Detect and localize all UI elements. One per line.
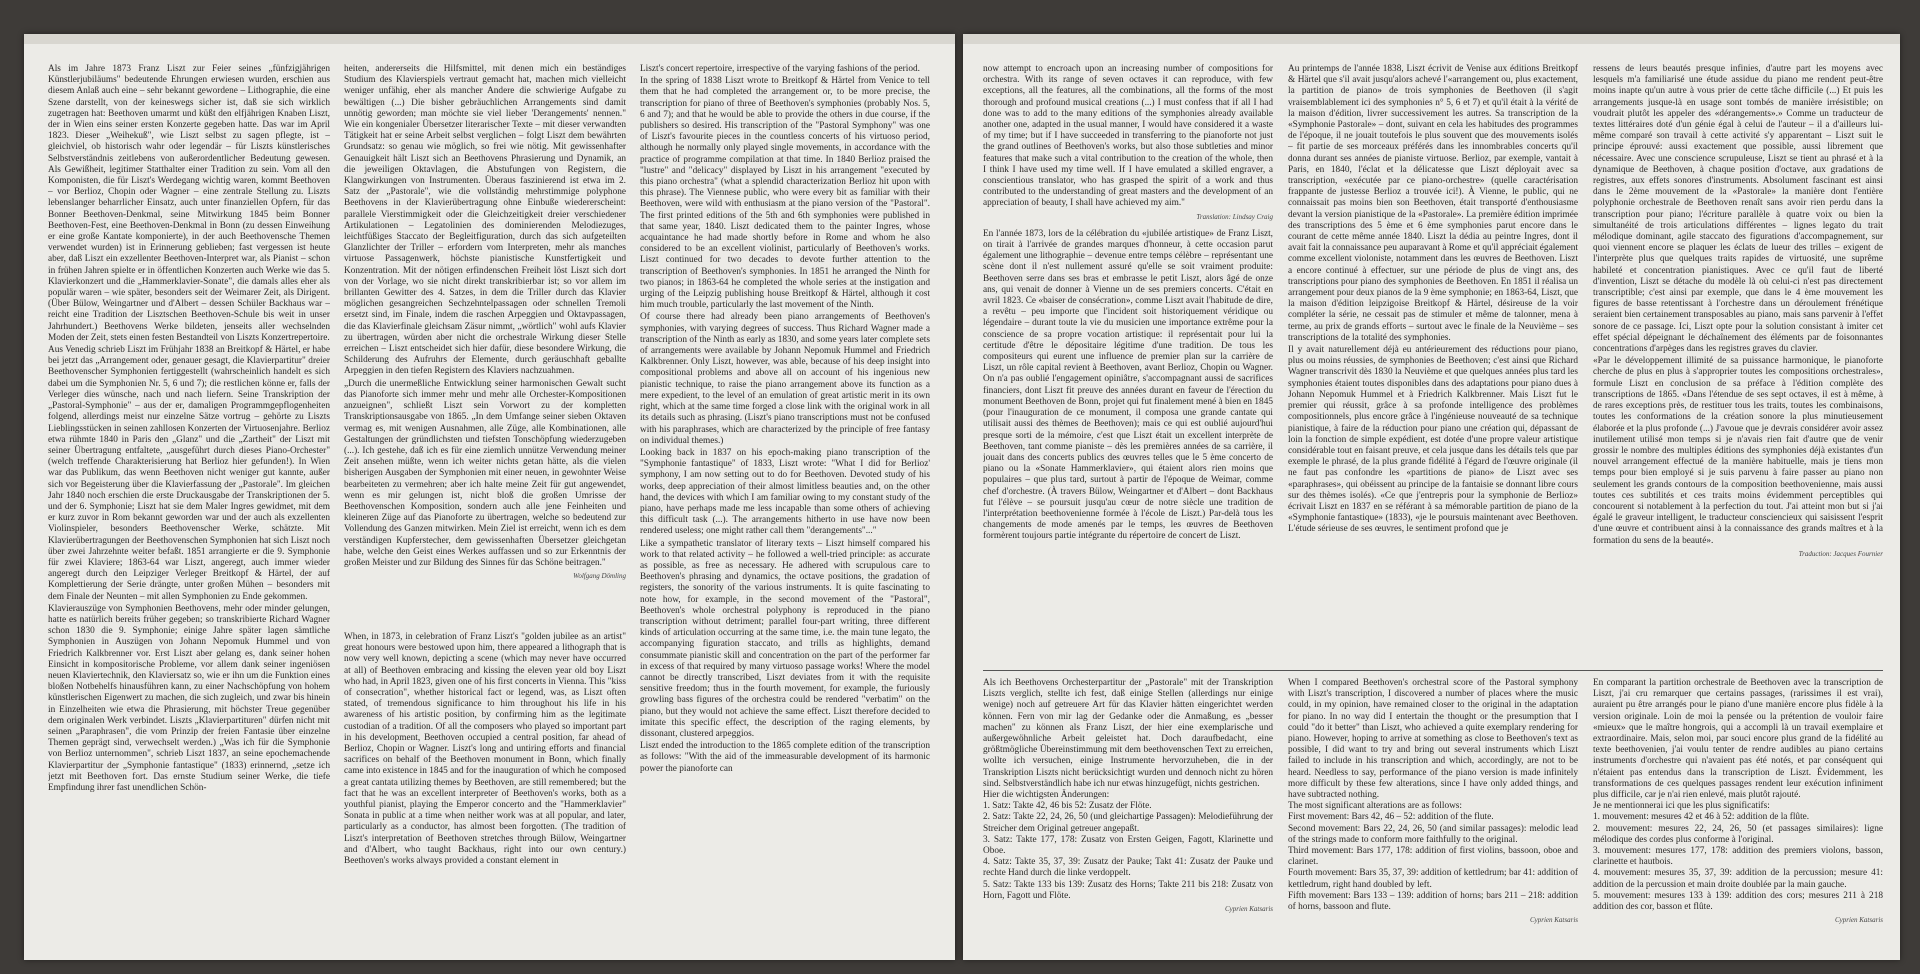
- french-paragraph: «Par le développement illimité de sa puissance harmonique, le pianoforte cherche de plus en plus à s'approprier toutes les compositions orchestrales», formule Liszt en conclusion de sa préface à l'édition complète des transcriptions de 1865. «Dans l'étendue de ses sept octaves, il est à même, à de rares exceptions près, de restituer tous les traits, toutes les combinaisons, toutes les conformations de la création sonore la plus minutieusement élaborée et la plus profonde (...) J'avoue que je devrais considérer avoir assez inutilement utilisé mon temps si je n'avais rien fait d'autre que de venir grossir le nombre des multiples éditions des symphonies déjà existantes d'un nouvel arrangement effectué de la manière habituelle, mais je tiens mon temps pour bien employé si je suis parvenu à faire passer au piano non seulement les grands contours de la composition beethovenienne, mais aussi toutes ces subtilités et ces traits moins évidemment perceptibles qui concourent si notablement à la perfection du tout. J'ai atteint mon but si j'ai égalé le graveur intelligent, le traducteur consciencieux qui saisissent l'esprit d'une œuvre et contribuent ainsi à la connaissance des grands maîtres et à la formation du sens de la beauté».: [1593, 356, 1883, 546]
- list-item: 4. mouvement: mesures 35, 37, 39: addition de la percussion; mesure 41: addition de la percussion et main droite doublée par la main gauche.: [1593, 868, 1883, 890]
- english-paragraph: In the spring of 1838 Liszt wrote to Breitkopf & Härtel from Venice to tell them that he had completed the arrangement or, to be more precise, the transcription for piano of three of Beethoven's symphonies (probably Nos. 5, 6 and 7); and that he would be able to provide the others in due course, if the publishers so desired. His transcription of the "Pastoral Symphony" was one of Liszt's favourite pieces in the countless concerts of his virtuoso period, although he normally only played single movements, in accordance with the practice of programme compilation at that time. In 1840 Berlioz praised the "lustre" and "delicacy" displayed by Liszt in his arrangement "executed by this piano orchestra" (what a splendid characterization Berlioz hit upon with this phrase). The Viennese public, who were every bit as familiar with their Beethoven, were wild with enthusiasm at the piano version of the "Pastoral". The first printed editions of the 5th and 6th symphonies were published in that same year, 1840. Liszt dedicated them to the painter Ingres, whose acquaintance he had made shortly before in Rome and whom he also considered to be an excellent violinist, particularly of Beethoven's works. Liszt continued for two decades to devote further attention to the transcription of Beethoven's symphonies. In 1851 he arranged the Ninth for two pianos; in 1863-64 he completed the whole series at the instigation and urging of the Leipzig publishing house Breitkopf & Härtel, although it cost him much trouble, particularly the last movement of the Ninth.: [640, 76, 930, 311]
- english-essay-column-3: [983, 64, 1273, 664]
- note-heading: Je ne mentionnerai ici que les plus significatifs:: [1593, 801, 1770, 812]
- list-item: Third movement: Bars 177, 178: addition of first violins, bassoon, oboe and clarinet.: [1288, 846, 1578, 868]
- list-item: 5. Satz: Takte 133 bis 139: Zusatz des Horns; Takte 211 bis 218: Zusatz von Horn, Fagott und Flöte.: [983, 879, 1273, 901]
- english-paragraph: When, in 1873, in celebration of Franz Liszt's "golden jubilee as an artist" great honours were bestowed upon him, there appeared a lithograph that is now very well known, depicting a scene (which may never have occurred at all) of Beethoven embracing and kissing the eleven year old boy Liszt who had, in April 1823, given one of his first concerts in Vienna. This "kiss of consecration", whether historical fact or legend, was, as Liszt often stated, of tremendous significance to him throughout his life in his awareness of his artistic position, by confirming him as the legitimate custodian of a tradition. Of all the composers who played so important part in his development, Beethoven occupied a central position, far ahead of Berlioz, Chopin or Wagner. Liszt's long and untiring efforts and financial sacrifices on behalf of the Beethoven monument in Bonn, which finally came into existence in 1845 and for the inauguration of which he composed a great cantata utilizing themes by Beethoven, are still remembered; but the fact that he was an excellent interpreter of Beethoven's works, both as a youthful pianist, playing the Emperor concerto and the "Hammerklavier" Sonata in public at a time when neither work was at all popular, and later, particularly as a conductor, has almost been forgotten. (The tradition of Liszt's interpretation of Beethoven stretches through Bülow, Weingartner and d'Albert, who taught Backhaus, right into our own century.) Beethoven's works always provided a constant element in: [344, 632, 626, 867]
- german-paragraph: Klavierauszüge von Symphonien Beethovens, mehr oder minder gelungen, hatte es natürlich bereits früher gegeben; so transkribierte Richard Wagner schon 1830 die 9. Symphonie; einige Jahre später lagen sämtliche Symphonien in Auszügen von Johann Nepomuk Hummel und von Friedrich Kalkbrenner vor. Erst Liszt aber gelang es, dank seiner hohen Einsicht in kompositorische Probleme, vor allem dank seiner ingeniösen neuen Klaviertechnik, den Klaviersatz so, wie er ihn um die Funktion eines bloßen Notbehelfs hinausführen kann, zu einer Nachschöpfung von hohem künstlerischen Eigenwert zu machen, die sich zugleich, und zwar bis hinein in Einzelheiten wie etwa die Phrasierung, mit höchster Treue gegenüber dem originalen Werk verbindet. Liszts „Klavierpartituren" dürfen nicht mit seinen „Paraphrasen", die vom Prinzip der freien Fantasie über einzelne Themen geprägt sind, verwechselt werden.) „Was ich für die Symphonie von Berlioz unternommen", schrieb Liszt 1837, an seine epochemachende Klavierpartitur der „Symphonie fantastique" (1833) erinnernd, „setze ich jetzt mit Beethoven fort. Das ernste Studium seiner Werke, die tiefe Empfindung ihrer fast unendlichen Schön-: [48, 603, 330, 793]
- left-page: [24, 34, 955, 960]
- english-paragraph: Liszt's concert repertoire, irrespective of the varying fashions of the period.: [640, 64, 920, 74]
- list-item: 1. mouvement: mesures 42 et 46 à 52: addition de la flûte.: [1593, 812, 1810, 823]
- german-paragraph: Als im Jahre 1873 Franz Liszt zur Feier seines „fünfzigjährigen Künstlerjubiläums" bedeutende Ehrungen erwiesen wurden, erschien aus diesem Anlaß auch eine – sehr bekannt gewordene – Lithographie, die eine Szene darstellt, von der keineswegs sicher ist, daß sie sich wirklich zugetragen hat: Beethoven umarmt und küßt den elfjährigen Knaben Liszt, der in Wien eins seiner ersten Konzerte gegeben hatte. Das war im April 1823. Dieser „Weihekuß", wie Liszt selbst zu sagen pflegte, ist – gleichviel, ob historisch wahr oder legendär – für Liszts künstlerisches Selbstverständnis zeitlebens von außerordentlicher Bedeutung gewesen. Als Gewißheit, legitimer Statthalter einer Tradition zu sein. Vom all den Komponisten, die für Liszt's Werdegang wichtig waren, kommt Beethoven – vor Berlioz, Chopin oder Wagner – eine zentrale Stellung zu. Liszts lebenslanger beharrlicher Einsatz, auch unter finanziellen Opfern, für das Bonner Beethoven-Denkmal, seine Mitwirkung 1845 beim Bonner Beethoven-Fest, eine Beethoven-Denkmal in Bonn (zu dessen Einweihung er eine große Kantate komponierte), in der auch Beethovensche Themen verwendet wurden) ist in Erinnerung geblieben; fast vergessen ist heute aber, daß Liszt ein exzellenter Beethoven-Interpret war, als Pianist – schon in frühen Jahren spielte er in öffentlichen Konzerten auch Werke wie das 5. Klavierkonzert und die „Hammerklavier-Sonate", die damals alles eher als populär waren – wie später, besonders seit der Weimarer Zeit, als Dirigent. (Über Bülow, Weingartner und d'Albert – dessen Schüler Backhaus war – reicht eine Tradition der Lisztschen Beethoven-Schule bis weit in unser Jahrhundert.) Beethovens Werke bildeten, jenseits aller wechselnden Moden der Zeit, stets einen festen Bestandteil von Liszts Konzertrepertoire.: [48, 64, 330, 343]
- list-item: Fifth movement: Bars 133 – 139: addition of horns; bars 211 – 218: addition of horns, bassoon and flute.: [1288, 890, 1578, 913]
- list-item: 5. mouvement: mesures 133 à 139: addition des cors; mesures 211 à 218 addition des cor, basson et flûte.: [1593, 890, 1883, 913]
- french-paragraph: Au printemps de l'année 1838, Liszt écrivit de Venise aux éditions Breitkopf & Härtel que s'il avait jusqu'alors achevé l'«arrangement ou, plus exactement, la partition de piano» de trois symphonies de Beethoven (il s'agit vraisemblablement ici des symphonies n° 5, 6 et 7) et qu'il était à la vérité de la maison d'édition, livrer successivement les autres. Sa transcription de la «Symphonie Pastorale» – dont, suivant en cela les habitudes des programmes de l'époque, il ne jouait toutefois le plus souvent que des mouvements isolés – fit partie de ses morceaux préférés dans les innombrables concerts qu'il donna durant ses années de pianiste virtuose. Berlioz, par exemple, vantait à Paris, en 1840, l'éclat et la délicatesse que Liszt déployait avec sa transcription, «exécutée par ce piano-orchestre» (quelle caractérisation frappante de justesse Berlioz a trouvée ici!). À Vienne, le public, qui ne connaissait pas moins bien son Beethoven, était transporté d'enthousiasme devant la version pianistique de la «Pastorale». La première édition imprimée des transcriptions des 5 ème et 6 ème symphonies parut encore dans le courant de cette même année 1840. Liszt la dédia au peintre Ingres, dont il avait fait la connaissance peu auparavant à Rome et qu'il appréciait également comme excellent violoniste, notamment dans les œuvres de Beethoven. Liszt a encore continué à effectuer, sur une période de plus de vingt ans, des transcriptions pour piano des symphonies de Beethoven. En 1851 il réalisa un arrangement pour deux pianos de la 9 ème symphonie; en 1863-64, Liszt, que la maison d'édition leipzigoise Breitkopf & Härtel, désireuse de la voir compléter la série, ne cessait pas de stimuler et même de talonner, mena à terme, au prix de grands efforts – surtout avec le finale de la Neuvième – ses transcriptions de la totalité des symphonies.: [1288, 64, 1578, 343]
- french-paragraph: ressens de leurs beautés presque infinies, d'autre part les moyens avec lesquels m'a familiarisé une étude assidue du piano me rendent peut-être moins inapte qu'un autre à vous prier de cette tâche difficile (...) Et puis les arrangements jusque-là en usage sont tombés de manière irrésistible; on voudrait plutôt les appeler des «dérangements».» Comme un traducteur de textes littéraires doté d'un génie égal à celui de l'auteur – il a d'ailleurs lui-même comparé son travail à cette activité s'y apparentant – Liszt suit le principe éprouvé: aussi exactement que possible, aussi librement que nécessaire. Avec une conscience scrupuleuse, Liszt se tient au phrasé et à la dynamique de Beethoven, à chaque position d'octave, aux gradations de registres, aux effets sonores d'instruments. Absolument fascinant est ainsi dans le 2ème mouvement de la «Pastorale» la manière dont l'entière polyphonie orchestrale de Beethoven renaît sans avoir rien perdu dans la transcription pour piano; l'écriture parallèle à quatre voix ou bien la simultanéité de trois articulations différentes – lignes legato du trait mélodique dominant, agile staccato des figurations d'accompagnement, sur quoi viennent encore se plaquer les éclats de lueur des trilles – exigent de l'interprète plus que quelques traits rapides de virtuosité, une suprême habileté et concentration pianistiques. Avec ce qu'il faut de liberté d'invention, Liszt se détache du modèle là où celui-ci n'est pas directement transcriptible; c'est ainsi par exemple, que dans le 4 ème mouvement les figures de basse retentissant à l'orchestre dans un déroulement frénétique seraient bien certainement transposables au piano, mais sans parvenir à l'effet sonore de ce passage. Ici, Liszt opte pour la solution consistant à imiter cet effet spécial dépeignant le déchaînement des éléments par de foisonnantes concentrations d'arpèges dans les registres graves du clavier.: [1593, 64, 1883, 355]
- right-page-top-edge: [963, 34, 1900, 44]
- german-essay-column-2: [344, 64, 626, 624]
- english-paragraph: Of course there had already been piano arrangements of Beethoven's symphonies, with varying degrees of success. Thus Richard Wagner made a transcription of the Ninth as early as 1830, and some years later complete sets of arrangements were available by Johann Nepomuk Hummel and Friedrich Kalkbrenner. Only Liszt, however, was able, because of his deep insight into compositional problems and above all on account of his ingenious new pianistic technique, to raise the piano arrangement above its function as a mere expedient, to the level of an emulation of great artistic merit in its own right, which at the same time forged a close link with the original work in all its details such as phrasing. (Liszt's piano transcriptions must not be confused with his paraphrases, which are characterized by the principle of free fantasy on individual themes.): [640, 312, 930, 446]
- right-page: [963, 34, 1900, 960]
- author-credit: Cyprien Katsaris: [1834, 916, 1883, 925]
- list-item: 4. Satz: Takte 35, 37, 39: Zusatz der Pauke; Takt 41: Zusatz der Pauke und rechte Hand durch die linke verdoppelt.: [983, 857, 1273, 879]
- alteration-list: [1288, 812, 1578, 913]
- list-item: 1. Satz: Takte 42, 46 bis 52: Zusatz der Flöte.: [983, 801, 1152, 812]
- german-paragraph: Aus Venedig schrieb Liszt im Frühjahr 1838 an Breitkopf & Härtel, er habe bei jetzt das „Arrangement oder, genauer gesagt, die Klavierpartitur" dreier Beethovenscher Symphonien fertiggestellt (wahrscheinlich handelt es sich dabei um die Symphonien Nr. 5, 6 und 7); die restlichen könne er, falls der Verleger dies wünsche, nach und nach liefern. Seine Transkription der „Pastoral-Symphonie" – aus der er, damaligen Programmgepflogenheiten folgend, allerdings meist nur einzelne Sätze vortrug – gehörte zu Liszts Lieblingsstücken in seinen zahllosen Konzerten der Virtuosenjahre. Berlioz etwa rühmte 1840 in Paris den „Glanz" und die „Zartheit" der Liszt mit seiner Übertragung entfaltete, „ausgeführt durch dieses Piano-Orchester" (welch treffende Charakterisierung hat Berlioz hier gefunden!). In Wien war das Publikum, das wenn Beethoven nicht weniger gut kannte, außer sich vor Begeisterung über die Klavierfassung der „Pastorale". Im gleichen Jahr 1840 noch erschien die erste Druckausgabe der Transkriptionen der 5. und der 6. Symphonie; Liszt hat sie dem Maler Ingres gewidmet, mit dem er kurz zuvor in Rom bekannt geworden war und der auch als exzellenten Violinspieler, besonders Beethovenscher Werke, schätzte. Mit Klavierübertragungen der Beethovenschen Symphonien hat sich Liszt noch über zwei Jahrzehnte weiter befaßt. 1851 arrangierte er die 9. Symphonie für zwei Klaviere; 1863-64 war Liszt, angeregt, auch immer wieder angeregt durch den Leipziger Verleger Breitkopf & Härtel, der auf Komplettierung der Serie drängte, unter großen Mühen – besonders mit dem Finale der Neunten – mit allen Symphonien zu Ende gekommen.: [48, 345, 330, 602]
- list-item: First movement: Bars 42, 46 – 52: addition of the flute.: [1288, 812, 1494, 823]
- author-credit: Cyprien Katsaris: [1529, 916, 1578, 925]
- english-essay-column-2: [640, 64, 930, 960]
- katsaris-note-english: [1288, 678, 1578, 954]
- alteration-list: [983, 801, 1273, 902]
- german-essay-column-1: [48, 64, 330, 960]
- section-divider: [983, 670, 1883, 671]
- german-paragraph: heiten, andererseits die Hilfsmittel, mit denen mich ein beständiges Studium des Klavierspiels vertraut gemacht hat, machen mich vielleicht weniger unfähig, eher als mancher Andere die schwierige Aufgabe zu bewältigen (...) Die bisher gebräuchlichen Arrangements sind damit unnötig geworden; man möchte sie viel lieber 'Derangements' nennen." Wie ein kongenialer Übersetzer literarischer Texte – mit dieser verwandten Tätigkeit hat er seine Arbeit selbst verglichen – folgt Liszt dem bewährten Grundsatz: so genau wie möglich, so frei wie nötig. Mit gewissenhafter Genauigkeit hält Liszt sich an Beethovens Phrasierung und Dynamik, an die jeweiligen Oktavlagen, die Abstufungen von Registern, die Klangwirkungen von Instrumenten. Überaus faszinierend ist etwa im 2. Satz der „Pastorale", wie die vollständig mehrstimmige polyphone Beethovens in der Klavierübertragung ohne Einbuße wiedererscheint: parallele Vierstimmigkeit oder die Gleichzeitigkeit dreier verschiedener Artikulationen – Legatolinien des dominierenden Melodiezuges, leichtfüßiges Staccato der Begleitfiguration, durch das sich aufgeteilten Glanzlichter der Triller – erfordern vom Interpreten, mehr als manches virtuose Passagenwerk, höchste pianistische Kunstfertigkeit und Konzentration. Mit der nötigen erfindenschen Freiheit löst Liszt sich dort von der Vorlage, wo sie nicht direkt transkribierbar ist; so vor allem im brillanten Gewitter des 4. Satzes, in dem die Triller durch das Klavier möglichen gesangreichen Sechzehntelpassagen oder schnellen Tremoli ersetzt sind, im Finale, indem die raschen Arpeggien und Oktavpassagen, die das Klavierfinale gleichsam Zäsur nimmt, „wörtlich" wohl aufs Klavier zu übertragen, würden aber nicht die orchestrale Wirkung dieser Stelle erreichen – Liszt entscheidet sich hier dafür, diese besondere Wirkung, die Schilderung des Aufruhrs der Elemente, durch geräuschhaft geballte Arpeggien in den tiefen Registern des Klaviers nachzuahmen.: [344, 64, 626, 377]
- note-intro: En comparant la partition orchestrale de Beethoven avec la transcription de Liszt, j'ai cru remarquer que certains passages, (rarissimes il est vrai), auraient pu être arrangés pour le piano d'une manière encore plus fidèle à la version originale. Loin de moi la pensée ou la prétention de vouloir faire «mieux» que le maître hongrois, qui a accompli là un travail exemplaire et extraordinaire. Mais, selon moi, par souci encore plus grand de la fidélité au texte beethovenien, j'ai voulu tenter de rendre audibles au piano certains instruments d'orchestre qui n'avaient pas été notés, et par conséquent qui n'étaient pas entendus dans la transcription de Liszt. Évidemment, les transformations de ces quelques passages rendent leur exécution infiniment plus difficile, car je n'ai rien enlevé, mais plutôt rajouté.: [1593, 678, 1883, 801]
- author-credit: Wolfgang Dömling: [573, 572, 626, 581]
- list-item: Second movement: Bars 22, 24, 26, 50 (and similar passages): melodic lead of the strings made to conform more faithfully to the original.: [1288, 823, 1578, 845]
- katsaris-note-german: [983, 678, 1273, 954]
- english-paragraph: Like a sympathetic translator of literary texts – Liszt himself compared his work to that related activity – he followed a well-tried principle: as accurate as possible, as free as necessary. He adhered with scrupulous care to Beethoven's phrasing and dynamics, the octave positions, the gradation of registers, the sonority of the various instruments. It is quite fascinating to note how, for example, in the second movement of the "Pastoral", Beethoven's whole orchestral polyphony is reproduced in the piano transcription without detriment; parallel four-part writing, three different kinds of articulation occurring at the same time, i.e. the main tune legato, the accompanying figuration staccato, and trills as highlights, demand consummate pianistic skill and concentration on the part of the performer far in excess of that required by many virtuoso passage works! Where the model cannot be directly transcribed, Liszt deviates from it with the requisite sensitive freedom; thus in the fourth movement, for example, the furiously growling bass figures of the orchestra could be rendered "verbatim" on the piano, but they would not achieve the same effect. Liszt therefore decided to imitate this specific effect, the description of the raging elements, by dissonant, clustered arpeggios.: [640, 538, 930, 739]
- translator-credit: Traduction: Jacques Fournier: [1798, 549, 1883, 558]
- german-paragraph: „Durch die unermeßliche Entwicklung seiner harmonischen Gewalt sucht das Pianoforte sich immer mehr und mehr alle Orchester-Kompositionen anzueignen", schließt Liszt sein Vorwort zu der kompletten Transkriptionsausgabe von 1865. „In dem Umfange seiner sieben Oktaven vermag es, mit wenigen Ausnahmen, alle Züge, alle Kombinationen, alle Gestaltungen der gründlichsten und tiefsten Tonschöpfung wiederzugeben (...). Ich gestehe, daß ich es für eine ziemlich unnütze Verwendung meiner Zeit ansehen müßte, wenn ich weiter nichts getan hätte, als die vielen bisherigen Ausgaben der Symphonien mit einer neuen, in gewohnter Weise bearbeiteten zu vermehren; aber ich halte meine Zeit für gut angewendet, wenn es mir gelungen ist, nicht bloß die großen Umrisse der Beethovenschen Komposition, sondern auch alle jene Feinheiten und kleineren Züge auf das Pianoforte zu übertragen, welche so bedeutend zur Vollendung des Ganzen mitwirken. Mein Ziel ist erreicht, wenn ich es dem verständigen Kupferstecher, dem gewissenhaften Übersetzer gleichgetan habe, welche den Geist eines Werkes auffassen und so zur Erkenntnis der großen Meister und zur Bildung des Sinnes für das Schöne beitragen.": [344, 378, 626, 568]
- alteration-list: [1593, 812, 1883, 913]
- note-intro: When I compared Beethoven's orchestral score of the Pastoral symphony with Liszt's transcription, I discovered a number of places where the music could, in my opinion, have remained closer to the original in the adaptation for piano. In no way did I entertain the thought or the presumption that I could "do it better" than Liszt, who achieved a quite exemplary rendering for piano. However, hoping to arrive at something as close to Beethoven's text as possible, I did want to try and bring out several instruments which Liszt failed to include in his transcription and which, accordingly, are not to be heard. Needless to say, performance of the piano version is made infinitely more difficult by these few alterations, since I have only added things, and have subtracted nothing.: [1288, 678, 1578, 801]
- katsaris-note-french: [1593, 678, 1883, 954]
- translator-credit: Translation: Lindsay Craig: [1196, 212, 1273, 221]
- french-paragraph: En l'année 1873, lors de la célébration du «jubilée artistique» de Franz Liszt, on tirait à l'arrivée de grandes marques d'honneur, à cette occasion parut également une lithographie – devenue entre temps célèbre – représentant une scène dont il n'est nullement assuré qu'elle se soit vraiment produite: Beethoven serre dans ses bras et embrasse le petit Liszt, alors âgé de onze ans, qui venait de donner à Vienne un de ses premiers concerts. C'était en avril 1823. Ce «baiser de consécration», comme Liszt avait l'habitude de dire, a revêtu – peu importe que l'incident soit historiquement véridique ou légendaire – durant toute la vie du musicien une importance extrême pour la conscience de sa propre vocation artistique: il représentait pour lui la certitude d'être le dépositaire légitime d'une tradition. De tous les compositeurs qui eurent une influence de premier plan sur la carrière de Liszt, un rôle capital revient à Beethoven, avant Berlioz, Chopin ou Wagner. On n'a pas oublié l'engagement opiniâtre, s'accompagnant aussi de sacrifices financiers, dont Liszt fit preuve des années durant en faveur de l'érection du monument Beethoven de Bonn, projet qui fut finalement mené à bien en 1845 (pour l'inauguration de ce monument, il composa une grande cantate qui utilisait aussi des thèmes de Beethoven); mais ce qui est oublié aujourd'hui presque sorti de la mémoire, c'est que Liszt était un excellent interprète de Beethoven, tant comme pianiste – dès les premières années de sa carrière, il jouait dans des concerts publics des œuvres telles que le 5 ème concerto de piano ou la «Sonate Hammerklavier», qui étaient alors rien moins que populaires – que plus tard, surtout à partir de l'époque de Weimar, comme chef d'orchestre. (À travers Bülow, Weingartner et d'Albert – dont Backhaus fut l'élève – se poursuit jusqu'au cœur de notre siècle une tradition de l'interprétation beethovenienne formée à l'école de Liszt.) Par-delà tous les changements de mode amenés par le temps, les œuvres de Beethoven formèrent toujours partie intégrante du répertoire de concert de Liszt.: [983, 228, 1273, 542]
- left-page-top-edge: [24, 34, 955, 44]
- french-paragraph: Il y avait naturellement déjà eu antérieurement des réductions pour piano, plus ou moins réussies, de symphonies de Beethoven; c'est ainsi que Richard Wagner transcrivit dès 1830 la Neuvième et que quelques années plus tard les symphonies étaient toutes disponibles dans des adaptations pour piano dues à Johann Nepomuk Hummel et à Friedrich Kalkbrenner. Mais Liszt fut le premier qui réussit, grâce à sa profonde intelligence des problèmes compositionnels, plus encore grâce à l'ingénieuse nouveauté de sa technique pianistique, à faire de la réduction pour piano une création qui, dépassant de loin la fonction de simple expédient, est dotée d'une propre valeur artistique considérable tout en faisant preuve, et cela jusque dans les détails tels que par exemple le phrasé, de la plus grande fidélité à l'égard de l'œuvre originale (il ne faut pas confondre les «partitions de piano» de Liszt avec ses «paraphrases», qui obéissent au principe de la fantaisie se donnant libre cours sur des thèmes isolés). «Ce que j'entrepris pour la symphonie de Berlioz» écrivait Liszt en 1837 en se référant à sa mémorable partition de piano de la «Symphonie fantastique» (1833), «je le poursuis maintenant avec Beethoven. L'étude sérieuse de ses œuvres, le sentiment profond que je: [1288, 345, 1578, 535]
- list-item: 3. mouvement: mesures 177, 178: addition des premiers violons, basson, clarinette et hautbois.: [1593, 846, 1883, 868]
- french-essay-column-3: [1593, 64, 1883, 664]
- note-intro: Als ich Beethovens Orchesterpartitur der „Pastorale" mit der Transkription Liszts verglich, stellte ich fest, daß einige Stellen (allerdings nur einige wenige) noch auf getreuere Art für das Klavier hätten eingerichtet werden können. Fern von mir lag der Gedanke oder die Anmaßung, es „besser machen" zu können als Franz Liszt, der hier eine exemplarische und außergewöhnliche Arbeit geleistet hat. Doch daraufbedacht, eine größtmögliche Übereinstimmung mit dem beethovenschen Text zu erreichen, wollte ich versuchen, einige Instrumente hervorzuheben, die in der Transkription Liszts nicht berücksichtigt wurden und dennoch nicht zu hören sind. Selbstverständlich habe ich nur etwas hinzugefügt, nichts gestrichen.: [983, 678, 1273, 789]
- list-item: 3. Satz: Takte 177, 178: Zusatz von Ersten Geigen, Fagott, Klarinette und Oboe.: [983, 834, 1273, 857]
- english-paragraph: Liszt ended the introduction to the 1865 complete edition of the transcription as follows: "With the aid of the immeasurable development of its harmonic power the pianoforte can: [640, 741, 930, 774]
- english-paragraph: Looking back in 1837 on his epoch-making piano transcription of the "Symphonie fantastique" of 1833, Liszt wrote: "What I did for Berlioz' symphony, I am now setting out to do for Beethoven. Devoted study of his works, deep appreciation of their almost limitless beauties and, on the other hand, the devices with which I am familiar owing to my constant study of the piano, have perhaps made me less incapable than some others of achieving this difficult task (...). The arrangements hitherto in use have now been rendered useless; one might rather call them "derangements"...": [640, 447, 930, 537]
- note-heading: The most significant alterations are as follows:: [1288, 801, 1463, 812]
- note-heading: Hier die wichtigsten Änderungen:: [983, 790, 1110, 801]
- author-credit: Cyprien Katsaris: [1224, 905, 1273, 914]
- english-essay-column-1: [344, 632, 626, 954]
- english-paragraph: now attempt to encroach upon an increasing number of compositions for orchestra. With its range of seven octaves it can reproduce, with few exceptions, all the features, all the combinations, all the forms of the most thorough and profound musical creations (...) I must confess that if all I had done was to add to the many editions of the symphonies already available another one, adapted in the usual manner, I would have considered it a waste of my time; but if I have succeeded in transferring to the pianoforte not just the grand outlines of Beethoven's works, but also those subtleties and minor features that make such a vital contribution to the creation of the whole, then I think I have used my time well. If I have emulated a skilled engraver, a conscientious translator, who has grasped the spirit of a work and thus contributed to the understanding of great masters and the development of an appreciation of beauty, I shall have achieved my aim.": [983, 64, 1273, 209]
- french-essay-column-2: [1288, 64, 1578, 664]
- list-item: 2. mouvement: mesures 22, 24, 26, 50 (et passages similaires): ligne mélodique des cordes plus conforme à l'original.: [1593, 823, 1883, 845]
- list-item: 2. Satz: Takte 22, 24, 26, 50 (und gleichartige Passagen): Melodieführung der Streicher dem Original getreuer angepaßt.: [983, 812, 1273, 834]
- list-item: Fourth movement: Bars 35, 37, 39: addition of kettledrum; bar 41: addition of kettledrum, right hand doubled by left.: [1288, 868, 1578, 890]
